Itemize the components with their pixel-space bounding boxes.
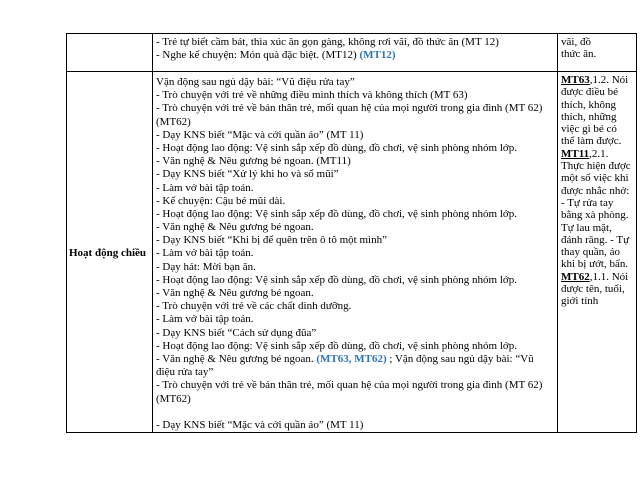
cell-main-objectives: MT63,1.2. Nói được điều bé thích, không thích, những việc gì bé có thể làm được. MT11,2.1. Thực hiện được một số việc khi được nhắc nhở: - Tự rửa tay bằng xà phòng. Tự lau mặt, đánh răng. - Tự thay quần, áo khi bị ướt, bẩn. MT62,1.1. Nói được tên, tuổi, giới tính xyxy=(561,74,631,308)
table-row-afternoon-activities xyxy=(67,72,636,432)
table-row-continuation xyxy=(67,34,636,72)
cell-top-label-empty xyxy=(67,34,153,72)
weekly-plan-table xyxy=(66,33,637,433)
cell-main-activities: Vận động sau ngủ dậy bài: “Vũ điệu rửa tay” - Trò chuyện với trẻ về những điều mình thích và không thích (MT 63) - Trò chuyện với trẻ về bản thân trẻ, mối quan hệ của mọi người trong gia đình (MT 62) (MT62) - Dạy KNS biết “Mặc và cởi quần áo” (MT 11) - Hoạt động lao động: Vệ sinh sắp xếp đồ dùng, đồ chơi, vệ sinh phòng nhóm lớp. - Văn nghệ & Nêu gương bé ngoan. (MT11) - Dạy KNS biết “Xử lý khi ho và sổ mũi” - Làm vở bài tập toán. - Kể chuyện: Cậu bé mũi dài. - Hoạt động lao động: Vệ sinh sắp xếp đồ dùng, đồ chơi, vệ sinh phòng nhóm lớp. - Văn nghệ & Nêu gương bé ngoan. - Dạy KNS biết “Khi bị để quên trên ô tô một mình” - Làm vở bài tập toán. - Dạy hát: Mời bạn ăn. - Hoạt động lao động: Vệ sinh sắp xếp đồ dùng, đồ chơi, vệ sinh phòng nhóm lớp. - Văn nghệ & Nêu gương bé ngoan. - Trò chuyện với trẻ về các chất dinh dưỡng. - Làm vở bài tập toán. - Dạy KNS biết “Cách sử dụng đũa” - Hoạt động lao động: Vệ sinh sắp xếp đồ dùng, đồ chơi, vệ sinh phòng nhóm lớp. - Văn nghệ & Nêu gương bé ngoan. (MT63, MT62) ; Vận động sau ngủ dậy bài: “Vũ điệu rửa tay” - Trò chuyện với trẻ về bản thân trẻ, mối quan hệ của mọi người trong gia đình (MT 62) (MT62) - Dạy KNS biết “Mặc và cởi quần áo” (MT 11) xyxy=(153,72,558,432)
cell-main-label xyxy=(67,72,153,432)
cell-top-activities: - Trẻ tự biết cầm bát, thìa xúc ăn gọn gàng, không rơi vãi, đồ thức ăn (MT 12) - Nghe kể chuyện: Món quà đặc biệt. (MT12) (MT12) xyxy=(153,34,558,72)
row-label-text: Hoạt động chiều xyxy=(69,247,147,259)
cell-top-objectives: vãi, đồ thức ăn. xyxy=(558,34,636,72)
